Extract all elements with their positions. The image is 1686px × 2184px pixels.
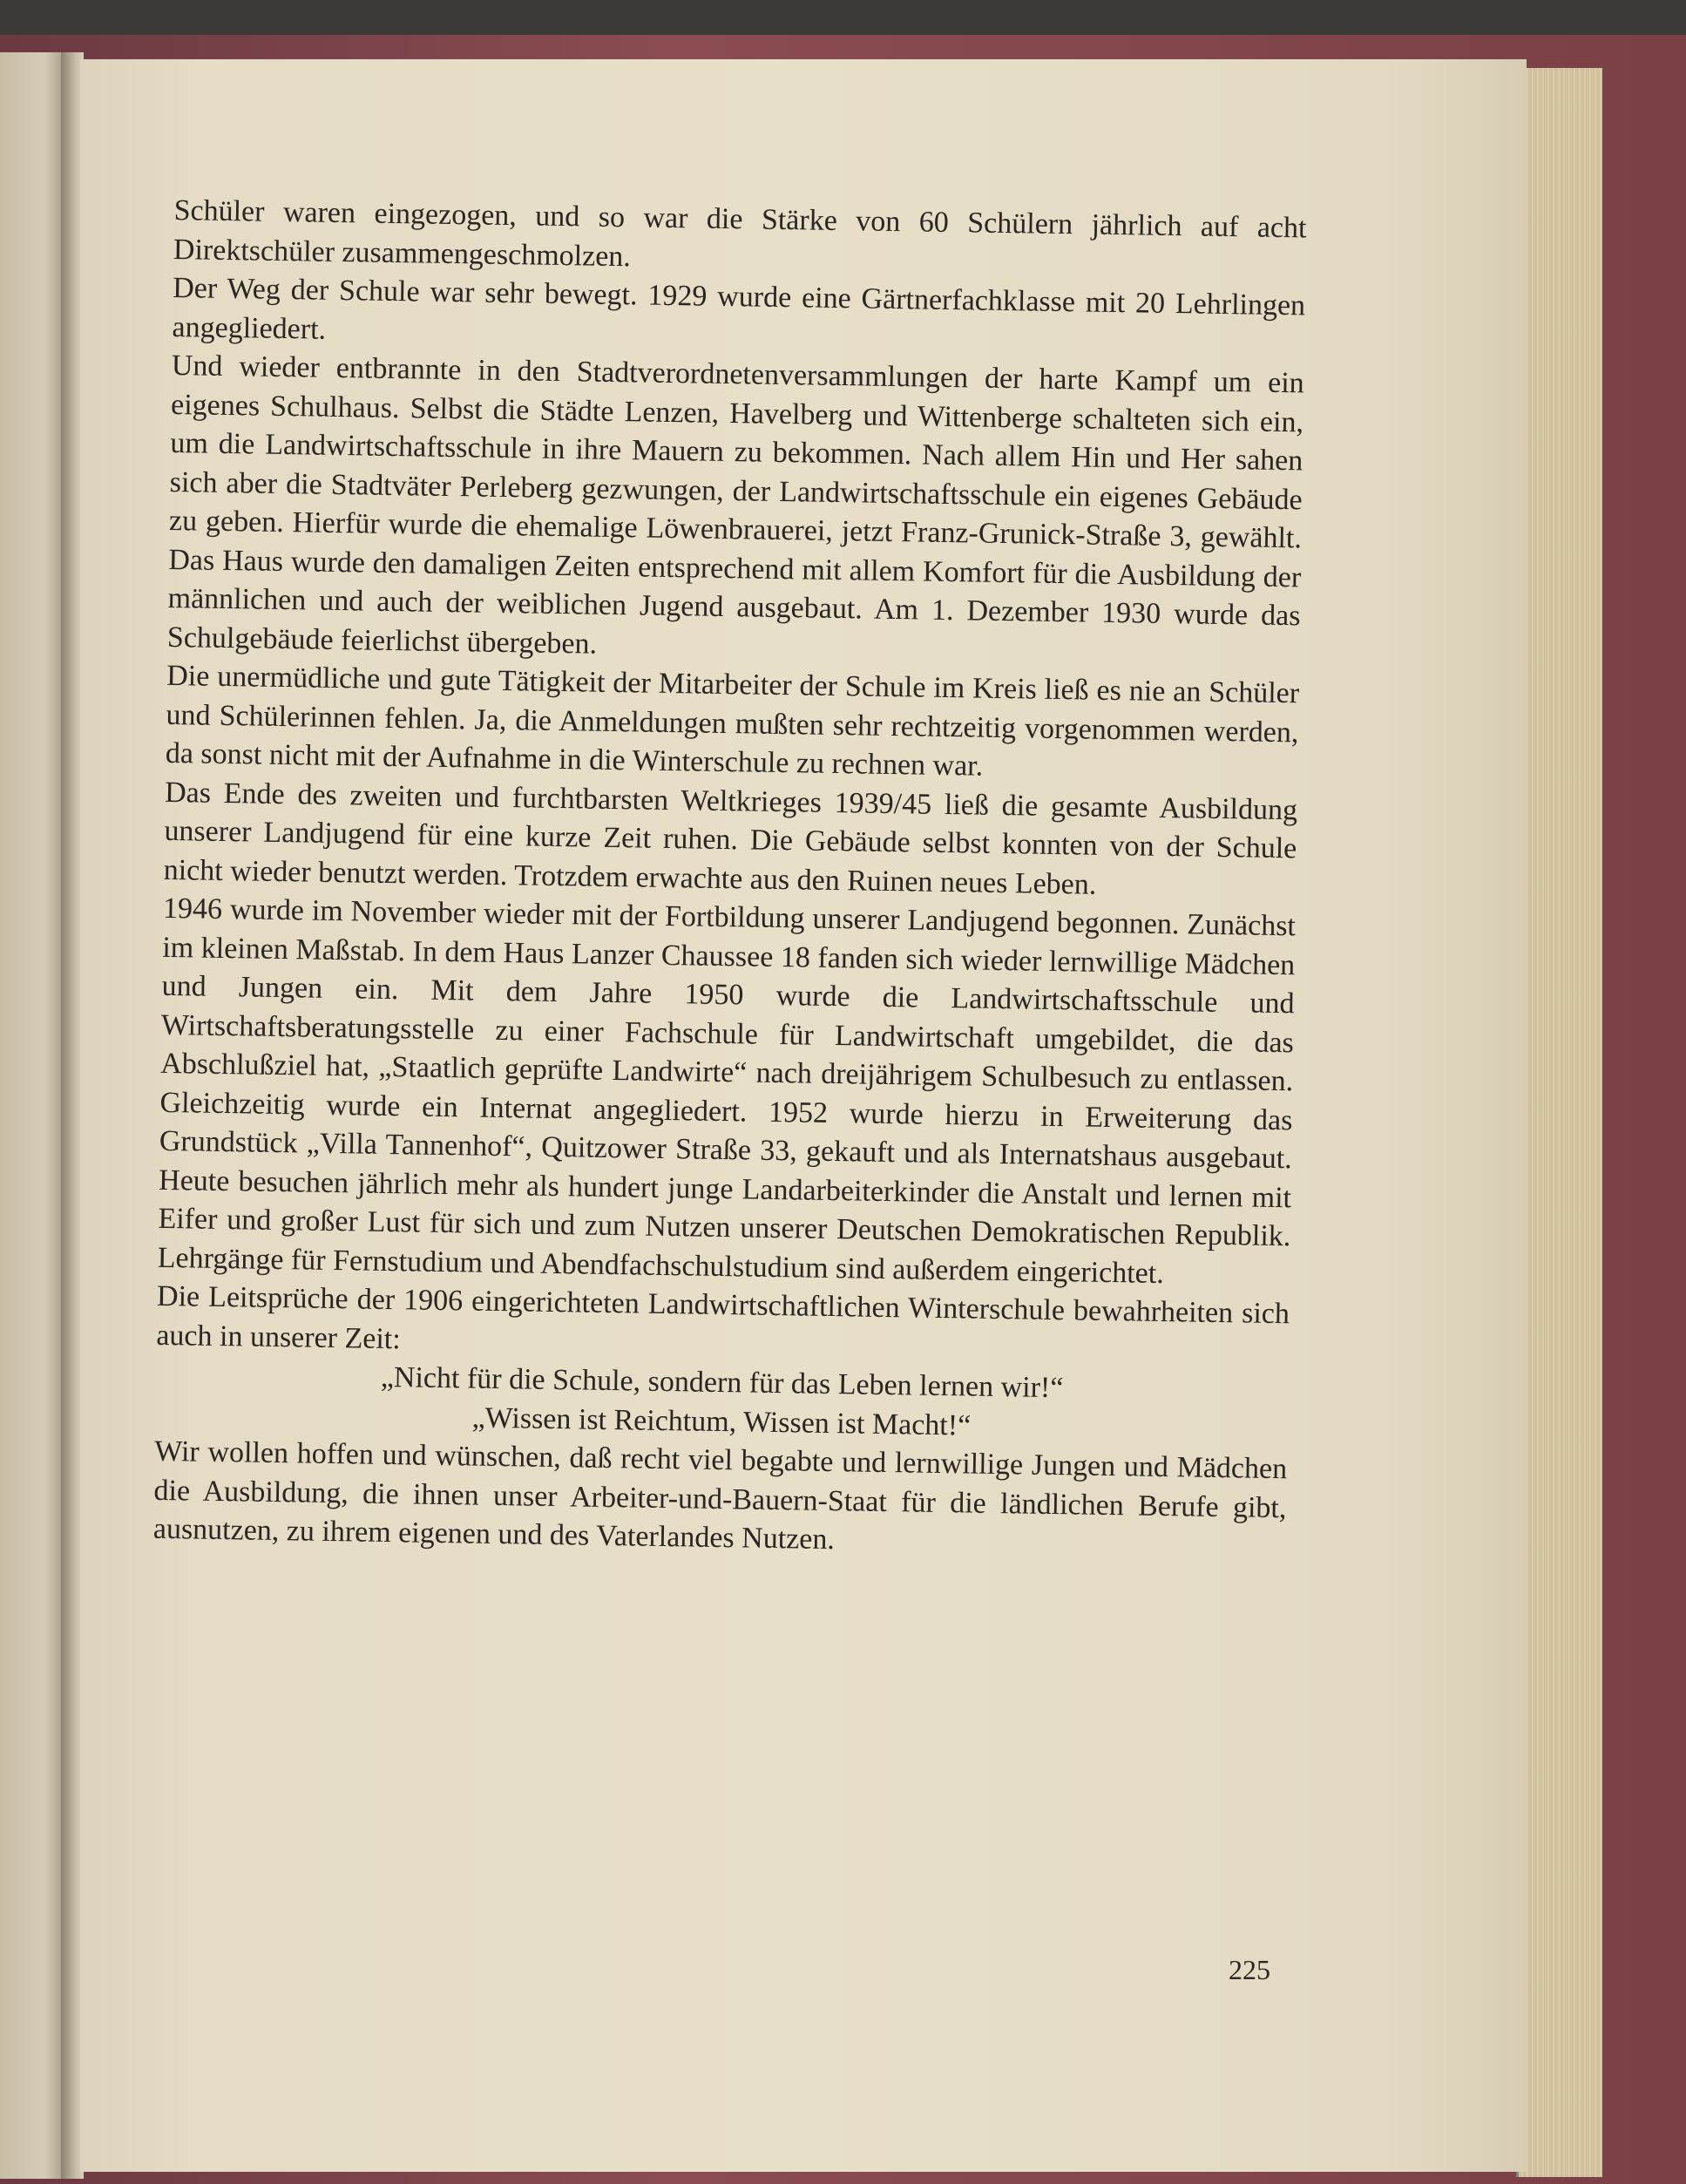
motto-quote: „Nicht für die Schule, sondern für das Leben lernen wir!“ — [380, 1360, 1064, 1405]
paragraph: Und wieder entbrannte in den Stadtverordnetenversammlungen der harte Kampf um ein eigenes Schulhaus. Selbst die Städte Lenzen, Havelberg und Wittenberge schalteten sich ein, um die Landwirtschaftsschule in ihre Mauern zu bekommen. Nach allem Hin und Her sahen sich aber die Stadtväter Perleberg gezwungen, der Landwirtschaftsschule ein eigenes Gebäude zu geben. Hierfür wurde die ehemalige Löwenbrauerei, jetzt Franz-Grunick-Straße 3, gewählt. Das Haus wurde den damaligen Zeiten entsprechend mit allem Komfort für die Ausbildung der männlichen und auch der weiblichen Jugend ausgebaut. Am 1. Dezember 1930 wurde das Schulgebäude feierlichst übergeben. — [166, 349, 1304, 661]
paragraph: Der Weg der Schule war sehr bewegt. 1929 wurde eine Gärtnerfachklasse mit 20 Lehrlingen angegliedert. — [172, 271, 1306, 346]
paragraph: Die unermüdliche und gute Tätigkeit der Mitarbeiter der Schule im Kreis ließ es nie an Schüler und Schülerinnen fehlen. Ja, die Anmeldungen mußten sehr rechtzeitig vorgenommen werden, da sonst nicht mit der Aufnahme in die Winterschule zu rechnen war. — [165, 659, 1300, 783]
paragraph: Die Leitsprüche der 1906 eingerichteten Landwirtschaftlichen Winterschule bewahrheiten sich auch in unserer Zeit: — [156, 1279, 1290, 1355]
page-block-edges — [1516, 68, 1602, 2177]
paragraph: Schüler waren eingezogen, und so war die Stärke von 60 Schülern jährlich auf acht Direktschüler zusammengeschmolzen. — [173, 193, 1307, 273]
paragraph: 1946 wurde im November wieder mit der Fortbildung unserer Landjugend begonnen. Zunächst im kleinen Maßstab. In dem Haus Lanzer Chaussee 18 fanden sich wieder lernwillige Mädchen und Jungen ein. Mit dem Jahre 1950 wurde die Landwirtschaftsschule und Wirtschaftsberatungsstelle zu einer Fachschule für Landwirtschaft umgebildet, die das Abschlußziel hat, „Staatlich geprüfte Landwirte“ nach dreijährigem Schulbesuch zu entlassen. Gleichzeitig wurde ein Internat angegliedert. 1952 wurde hierzu in Erweiterung das Grundstück „Villa Tannenhof“, Quitzower Straße 33, gekauft und als Internatshaus ausgebaut. Heute besuchen jährlich mehr als hundert junge Landarbeiterkinder die Anstalt und lernen mit Eifer und großer Lust für sich und zum Nutzen unserer Deutschen Demokratischen Republik. Lehrgänge für Fernstudium und Abendfachschulstudium sind außerdem eingerichtet. — [157, 892, 1297, 1290]
page-number: 225 — [1229, 1954, 1270, 1985]
page-text — [153, 192, 1307, 1567]
left-page-edge — [0, 52, 64, 2179]
motto-quote: „Wissen ist Reichtum, Wissen ist Macht!“ — [471, 1401, 972, 1442]
paragraph: Das Ende des zweiten und furchtbarsten Weltkrieges 1939/45 ließ die gesamte Ausbildung unserer Landjugend für eine kurze Zeit ruhen. Die Gebäude selbst konnten von der Schule nicht wieder benutzt werden. Trotzdem erwachte aus den Ruinen neues Leben. — [163, 776, 1298, 901]
closing-paragraph: Wir wollen hoffen und wünschen, daß recht viel begabte und lernwillige Jungen und Mädchen die Ausbildung, die ihnen unser Arbeiter-und-Bauern-Staat für die ländlichen Berufe gibt, ausnutzen, zu ihrem eigenen und des Vaterlandes Nutzen. — [152, 1435, 1288, 1557]
